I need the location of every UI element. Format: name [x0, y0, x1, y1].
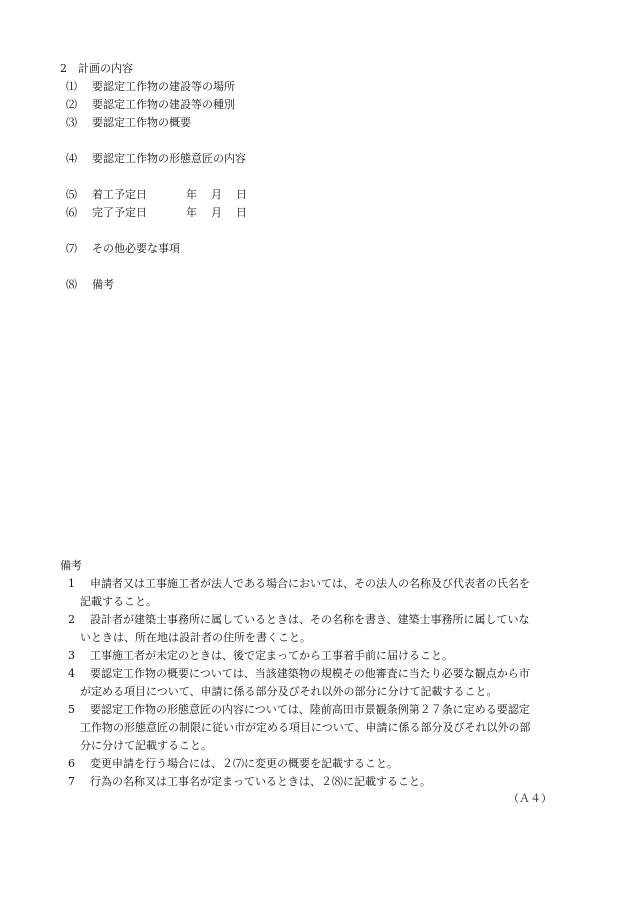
plan-item-start-date — [60, 186, 580, 204]
spacer — [60, 222, 580, 240]
note-line: 工作物の形態意匠の制限に従い市が定める項目について、申請に係る部分及びそれ以外の部 — [80, 721, 531, 734]
plan-item-other — [60, 240, 580, 258]
note-item — [60, 701, 570, 755]
note-number: 5 — [68, 703, 75, 716]
day-unit: 日 — [236, 188, 247, 201]
paper-size-label: （Ａ４） — [508, 792, 552, 805]
plan-item-label: 備考 — [92, 278, 114, 291]
note-text — [80, 665, 570, 701]
plan-item-end-date — [60, 204, 580, 222]
plan-item-number: ⑶ — [66, 116, 77, 129]
note-line: 変更申請を行う場合には、２⑺に変更の概要を記載すること。 — [90, 757, 398, 770]
note-line: 要認定工作物の概要については、当該建築物の規模その他審査に当たり必要な観点から市 — [90, 667, 530, 680]
plan-item-number: ⑵ — [66, 98, 77, 111]
note-line: 申請者又は工事施工者が法人である場合においては、その法人の名称及び代表者の氏名を — [90, 577, 530, 590]
year-unit: 年 — [186, 206, 197, 219]
note-line: が定める項目について、申請に係る部分及びそれ以外の部分に分けて記載すること。 — [80, 685, 498, 698]
plan-item-type — [60, 96, 580, 114]
note-item — [60, 647, 570, 665]
plan-item-label: 要認定工作物の概要 — [92, 116, 191, 129]
note-text — [90, 647, 570, 665]
note-text — [90, 755, 570, 773]
note-number: 6 — [68, 757, 75, 770]
note-item — [60, 665, 570, 701]
plan-item-label: その他必要な事項 — [92, 242, 180, 255]
note-line: 行為の名称又は工事名が定まっているときは、２⑻に記載すること。 — [90, 775, 431, 788]
plan-item-number: ⑺ — [66, 242, 77, 255]
plan-item-number: ⑷ — [66, 152, 77, 165]
note-number: 7 — [68, 775, 75, 788]
note-line: 記載すること。 — [80, 595, 157, 608]
plan-title: 2 計画の内容 — [60, 62, 133, 75]
note-number: 1 — [68, 577, 75, 590]
spacer — [60, 258, 580, 276]
note-item — [60, 773, 570, 791]
day-unit: 日 — [236, 206, 247, 219]
plan-item-overview — [60, 114, 580, 132]
notes-title: 備考 — [60, 559, 82, 572]
year-unit: 年 — [186, 188, 197, 201]
note-item — [60, 611, 570, 647]
plan-item-number: ⑴ — [66, 80, 77, 93]
note-line: 分に分けて記載すること。 — [80, 739, 212, 752]
plan-item-number: ⑻ — [66, 278, 77, 291]
plan-item-label: 要認定工作物の建設等の種別 — [92, 98, 235, 111]
plan-section — [60, 60, 580, 294]
notes-section — [60, 557, 570, 791]
note-number: 3 — [68, 649, 75, 662]
spacer — [60, 132, 580, 150]
note-text — [80, 701, 570, 755]
plan-item-number: ⑸ — [66, 188, 77, 201]
note-text — [80, 575, 570, 611]
note-line: 工事施工者が未定のときは、後で定まってから工事着手前に届けること。 — [90, 649, 453, 662]
note-number: 2 — [68, 613, 75, 626]
plan-item-label: 完了予定日 — [92, 206, 147, 219]
note-line: いときは、所在地は設計者の住所を書くこと。 — [80, 631, 311, 644]
month-unit: 月 — [211, 206, 222, 219]
month-unit: 月 — [211, 188, 222, 201]
plan-item-label: 要認定工作物の建設等の場所 — [92, 80, 235, 93]
note-number: 4 — [68, 667, 75, 680]
plan-item-location — [60, 78, 580, 96]
plan-item-number: ⑹ — [66, 206, 77, 219]
plan-item-remarks — [60, 276, 580, 294]
note-text — [80, 611, 570, 647]
note-text — [90, 773, 570, 791]
note-line: 要認定工作物の形態意匠の内容については、陸前高田市景観条例第２７条に定める要認定 — [90, 703, 530, 716]
note-line: 設計者が建築士事務所に属しているときは、その名称を書き、建築士事務所に属していな — [90, 613, 530, 626]
plan-item-label: 要認定工作物の形態意匠の内容 — [92, 152, 246, 165]
note-item — [60, 575, 570, 611]
note-item — [60, 755, 570, 773]
plan-item-design — [60, 150, 580, 168]
plan-item-label: 着工予定日 — [92, 188, 147, 201]
spacer — [60, 168, 580, 186]
